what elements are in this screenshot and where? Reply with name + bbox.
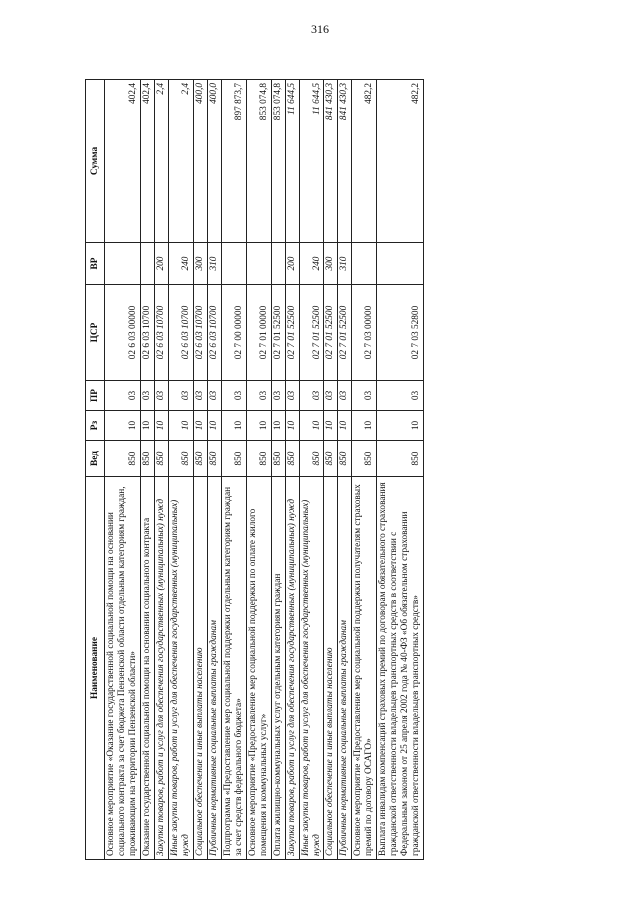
cell-sum: 11 644,5 xyxy=(299,80,324,243)
cell-rz: 10 xyxy=(352,411,377,441)
cell-vr: 310 xyxy=(207,243,221,285)
cell-rz: 10 xyxy=(299,411,324,441)
cell-name: Социальное обеспечение и иные выплаты населению xyxy=(324,477,338,860)
cell-vr xyxy=(377,243,424,285)
cell-vr: 200 xyxy=(285,243,299,285)
cell-pr: 03 xyxy=(324,381,338,411)
cell-rz: 10 xyxy=(154,411,168,441)
cell-csr: 02 7 01 52500 xyxy=(324,285,338,381)
cell-name: Выплата инвалидам компенсаций страховых премий по договорам обязательного страхования гражданской ответственности владельцев транспортных средств в соответствии с Федеральным законом от 25 апреля 2002 года № 40-ФЗ «Об обязательном страховании гражданской ответственности владельцев транспортных средств» xyxy=(377,477,424,860)
cell-vr xyxy=(352,243,377,285)
table-row xyxy=(246,80,271,860)
cell-pr: 03 xyxy=(193,381,207,411)
cell-rz: 10 xyxy=(221,411,246,441)
table-row xyxy=(140,80,154,860)
cell-vr xyxy=(271,243,285,285)
table-body xyxy=(105,80,424,860)
cell-name: Закупка товаров, работ и услуг для обеспечения государственных (муниципальных) нужд xyxy=(285,477,299,860)
cell-vr: 200 xyxy=(154,243,168,285)
cell-name: Оплата жилищно-коммунальных услуг отдельным категориям граждан xyxy=(271,477,285,860)
cell-csr: 02 7 01 00000 xyxy=(246,285,271,381)
cell-pr: 03 xyxy=(207,381,221,411)
cell-vr: 300 xyxy=(324,243,338,285)
cell-sum: 400,0 xyxy=(207,80,221,243)
cell-sum: 853 074,8 xyxy=(246,80,271,243)
table-row xyxy=(377,80,424,860)
cell-pr: 03 xyxy=(105,381,141,411)
table-row xyxy=(338,80,352,860)
cell-vr xyxy=(246,243,271,285)
cell-pr: 03 xyxy=(168,381,193,411)
cell-pr: 03 xyxy=(338,381,352,411)
cell-pr: 03 xyxy=(377,381,424,411)
cell-ved: 850 xyxy=(140,441,154,477)
cell-csr: 02 7 01 52500 xyxy=(285,285,299,381)
cell-ved: 850 xyxy=(168,441,193,477)
table-row xyxy=(154,80,168,860)
cell-ved: 850 xyxy=(154,441,168,477)
budget-table xyxy=(85,79,424,860)
table-row xyxy=(105,80,141,860)
cell-ved: 850 xyxy=(105,441,141,477)
cell-name: Основное мероприятие «Оказание государственной социальной помощи на основании социального контракта за счет бюджета Пензенской области отдельным категориям граждан, проживающим на территории Пензенской области» xyxy=(105,477,141,860)
table-row xyxy=(352,80,377,860)
cell-rz: 10 xyxy=(377,411,424,441)
table-row xyxy=(193,80,207,860)
cell-ved: 850 xyxy=(377,441,424,477)
table-row xyxy=(299,80,324,860)
cell-name: Иные закупки товаров, работ и услуг для обеспечения государственных (муниципальных) нужд xyxy=(168,477,193,860)
cell-ved: 850 xyxy=(338,441,352,477)
table-row xyxy=(271,80,285,860)
table-row xyxy=(207,80,221,860)
table-row xyxy=(285,80,299,860)
cell-rz: 10 xyxy=(338,411,352,441)
cell-csr: 02 6 03 10700 xyxy=(168,285,193,381)
cell-vr: 240 xyxy=(168,243,193,285)
cell-vr xyxy=(140,243,154,285)
cell-ved: 850 xyxy=(352,441,377,477)
cell-name: Публичные нормативные социальные выплаты гражданам xyxy=(338,477,352,860)
cell-ved: 850 xyxy=(324,441,338,477)
cell-ved: 850 xyxy=(246,441,271,477)
cell-name: Иные закупки товаров, работ и услуг для обеспечения государственных (муниципальных) нужд xyxy=(299,477,324,860)
cell-name: Публичные нормативные социальные выплаты гражданам xyxy=(207,477,221,860)
cell-csr: 02 7 01 52500 xyxy=(271,285,285,381)
cell-csr: 02 6 03 10700 xyxy=(193,285,207,381)
cell-rz: 10 xyxy=(193,411,207,441)
cell-rz: 10 xyxy=(271,411,285,441)
cell-csr: 02 7 01 52500 xyxy=(299,285,324,381)
cell-rz: 10 xyxy=(140,411,154,441)
cell-sum: 482,2 xyxy=(377,80,424,243)
cell-rz: 10 xyxy=(168,411,193,441)
cell-sum: 400,0 xyxy=(193,80,207,243)
cell-csr: 02 7 01 52500 xyxy=(338,285,352,381)
cell-pr: 03 xyxy=(246,381,271,411)
cell-name: Основное мероприятие «Предоставление мер социальной поддержки получателям страховых премий по договору ОСАГО» xyxy=(352,477,377,860)
cell-csr: 02 7 03 52800 xyxy=(377,285,424,381)
cell-sum: 853 074,8 xyxy=(271,80,285,243)
cell-pr: 03 xyxy=(221,381,246,411)
cell-ved: 850 xyxy=(299,441,324,477)
table-row xyxy=(168,80,193,860)
table-row xyxy=(221,80,246,860)
cell-name: Закупка товаров, работ и услуг для обеспечения государственных (муниципальных) нужд xyxy=(154,477,168,860)
cell-rz: 10 xyxy=(324,411,338,441)
header-rz: Рз xyxy=(86,411,105,441)
cell-ved: 850 xyxy=(285,441,299,477)
cell-sum: 482,2 xyxy=(352,80,377,243)
cell-csr: 02 6 03 10700 xyxy=(154,285,168,381)
cell-sum: 841 430,3 xyxy=(338,80,352,243)
cell-sum: 897 873,7 xyxy=(221,80,246,243)
cell-name: Основное мероприятие «Предоставление мер социальной поддержки по оплате жилого помещения и коммунальных услуг» xyxy=(246,477,271,860)
cell-rz: 10 xyxy=(105,411,141,441)
cell-pr: 03 xyxy=(140,381,154,411)
cell-name: Социальное обеспечение и иные выплаты населению xyxy=(193,477,207,860)
cell-sum: 2,4 xyxy=(168,80,193,243)
cell-name: Оказание государственной социальной помощи на основании социального контракта xyxy=(140,477,154,860)
header-vr: ВР xyxy=(86,243,105,285)
cell-pr: 03 xyxy=(154,381,168,411)
header-ved: Вед xyxy=(86,441,105,477)
cell-sum: 841 430,3 xyxy=(324,80,338,243)
table-header-row xyxy=(86,80,105,860)
cell-csr: 02 6 03 10700 xyxy=(140,285,154,381)
rotated-table-container xyxy=(85,80,545,860)
cell-ved: 850 xyxy=(221,441,246,477)
cell-rz: 10 xyxy=(285,411,299,441)
cell-csr: 02 6 03 00000 xyxy=(105,285,141,381)
cell-vr: 310 xyxy=(338,243,352,285)
cell-vr: 240 xyxy=(299,243,324,285)
cell-ved: 850 xyxy=(193,441,207,477)
cell-sum: 402,4 xyxy=(105,80,141,243)
cell-vr: 300 xyxy=(193,243,207,285)
cell-ved: 850 xyxy=(207,441,221,477)
cell-csr: 02 7 03 00000 xyxy=(352,285,377,381)
cell-pr: 03 xyxy=(271,381,285,411)
cell-sum: 11 644,5 xyxy=(285,80,299,243)
cell-csr: 02 6 03 10700 xyxy=(207,285,221,381)
cell-vr xyxy=(105,243,141,285)
header-sum: Сумма xyxy=(86,80,105,243)
cell-vr xyxy=(221,243,246,285)
cell-sum: 402,4 xyxy=(140,80,154,243)
table-row xyxy=(324,80,338,860)
cell-pr: 03 xyxy=(285,381,299,411)
cell-ved: 850 xyxy=(271,441,285,477)
cell-sum: 2,4 xyxy=(154,80,168,243)
header-csr: ЦСР xyxy=(86,285,105,381)
cell-rz: 10 xyxy=(246,411,271,441)
cell-csr: 02 7 00 00000 xyxy=(221,285,246,381)
cell-rz: 10 xyxy=(207,411,221,441)
cell-pr: 03 xyxy=(352,381,377,411)
page-number: 316 xyxy=(311,22,329,36)
cell-pr: 03 xyxy=(299,381,324,411)
header-pr: ПР xyxy=(86,381,105,411)
cell-name: Подпрограмма «Предоставление мер социальной поддержки отдельным категориям граждан за счет средств федерального бюджета» xyxy=(221,477,246,860)
header-name: Наименование xyxy=(86,477,105,860)
